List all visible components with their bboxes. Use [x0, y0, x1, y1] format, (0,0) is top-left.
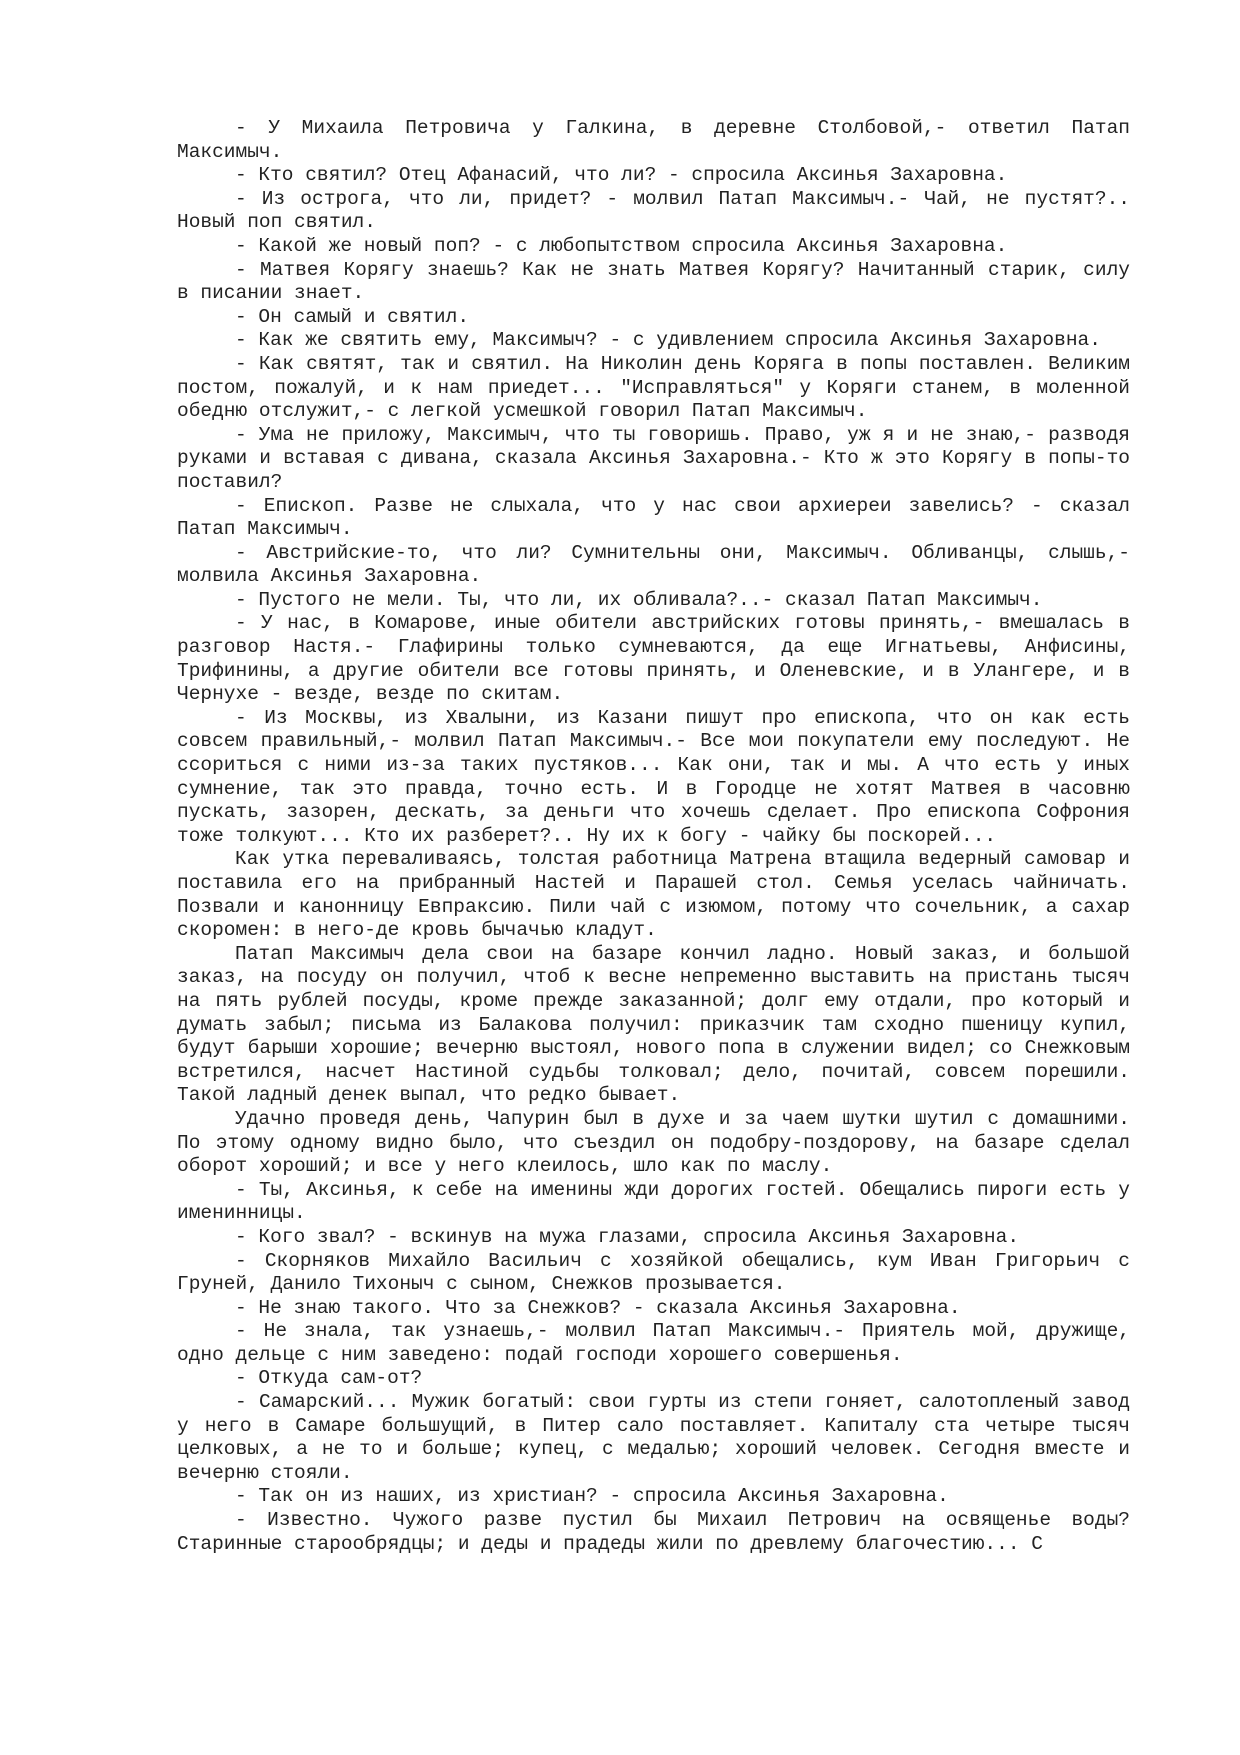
paragraph: Удачно проведя день, Чапурин был в духе и за чаем шутки шутил с домашними. По этому одному видно было, что съездил он подобру-поздорову, на базаре сделал оборот хороший; и все у него клеилось, шло как по маслу.	[177, 1107, 1130, 1178]
document-page	[177, 117, 1130, 1556]
paragraph: - Откуда сам-от?	[235, 1367, 423, 1390]
paragraph: - Из острога, что ли, придет? - молвил Патап Максимыч.- Чай, не пустят?.. Новый поп святил.	[177, 187, 1130, 234]
paragraph: - У нас, в Комарове, иные обители австрийских готовы принять,- вмешалась в разговор Настя.- Глафирины только сумневаются, да еще Игнатьевы, Анфисины, Трифинины, а другие обители все готовы принять, и Оленевские, и в Улангере, и в Чернухе - везде, везде по скитам.	[177, 612, 1130, 706]
paragraph: - Как святят, так и святил. На Николин день Коряга в попы поставлен. Великим постом, пожалуй, и к нам приедет... "Исправляться" у Коряги станем, в моленной обедню отслужит,- с легкой усмешкой говорил Патап Максимыч.	[177, 352, 1130, 423]
paragraph: Патап Максимыч дела свои на базаре кончил ладно. Новый заказ, и большой заказ, на посуду он получил, чтоб к весне непременно выставить на пристань тысяч на пять рублей посуды, кроме прежде заказанной; долг ему отдали, про который и думать забыл; письма из Балакова получил: приказчик там сходно пшеницу купил, будут барыши хорошие; вечерню выстоял, нового попа в служении видел; со Снежковым встретился, насчет Настиной судьбы толковал; дело, почитай, совсем порешили. Такой ладный денек выпал, что редко бывает.	[177, 942, 1130, 1107]
paragraph: - Матвея Корягу знаешь? Как не знать Матвея Корягу? Начитанный старик, силу в писании знает.	[177, 258, 1130, 305]
paragraph: - Известно. Чужого разве пустил бы Михаил Петрович на освященье воды? Старинные старообрядцы; и деды и прадеды жили по древлему благочестию... С	[177, 1509, 1130, 1555]
paragraph: - Так он из наших, из христиан? - спросила Аксинья Захаровна.	[235, 1485, 949, 1508]
paragraph: - Не знала, так узнаешь,- молвил Патап Максимыч.- Приятель мой, дружище, одно дельце с ним заведено: подай господи хорошего совершенья.	[177, 1320, 1130, 1366]
paragraph: - Не знаю такого. Что за Снежков? - сказала Аксинья Захаровна.	[235, 1296, 961, 1319]
paragraph: - Ты, Аксинья, к себе на именины жди дорогих гостей. Обещались пироги есть у именинницы.	[177, 1178, 1130, 1225]
paragraph: - Как же святить ему, Максимыч? - с удивлением спросила Аксинья Захаровна.	[235, 329, 1101, 352]
paragraph: - Кто святил? Отец Афанасий, что ли? - спросила Аксинья Захаровна.	[235, 164, 1008, 187]
paragraph: - Скорняков Михайло Васильич с хозяйкой обещались, кум Иван Григорьич с Груней, Данило Тихоныч с сыном, Снежков прозывается.	[177, 1249, 1130, 1296]
paragraph: - У Михаила Петровича у Галкина, в деревне Столбовой,- ответил Патап Максимыч.	[177, 117, 1130, 163]
paragraph: - Он самый и святил.	[235, 305, 470, 328]
paragraph: Как утка переваливаясь, толстая работница Матрена втащила ведерный самовар и поставила его на прибранный Настей и Парашей стол. Семья уселась чайничать. Позвали и канонницу Евпраксию. Пили чай с изюмом, потому что сочельник, а сахар скоромен: в него-де кровь бычачью кладут.	[177, 848, 1130, 942]
paragraph: - Самарский... Мужик богатый: свои гурты из степи гоняет, салотопленый завод у него в Самаре большущий, в Питер сало поставляет. Капиталу ста четыре тысяч целковых, а не то и больше; купец, с медалью; хороший человек. Сегодня вместе и вечерню стояли.	[177, 1391, 1130, 1484]
paragraph: - Пустого не мели. Ты, что ли, их обливала?..- сказал Патап Максимыч.	[235, 588, 1043, 611]
paragraph: - Ума не приложу, Максимыч, что ты говоришь. Право, уж я и не знаю,- разводя руками и вставая с дивана, сказала Аксинья Захаровна.- Кто ж это Корягу в попы-то поставил?	[177, 423, 1130, 493]
paragraph: - Епископ. Разве не слыхала, что у нас свои архиереи завелись? - сказал Патап Максимыч.	[177, 494, 1130, 541]
paragraph: - Кого звал? - вскинув на мужа глазами, спросила Аксинья Захаровна.	[235, 1225, 1020, 1248]
paragraph: - Из Москвы, из Хвалыни, из Казани пишут про епископа, что он как есть совсем правильный,- молвил Патап Максимыч.- Все мои покупатели ему последуют. Не ссориться с ними из-за таких пустяков... Как они, так и мы. А что есть у иных сумнение, так это правда, точно есть. И в Городце не хотят Матвея в часовню пускать, зазорен, дескать, за деньги что хочешь сделает. Про епископа Софрония тоже толкуют... Кто их разберет?.. Ну их к богу - чайку бы поскорей...	[177, 706, 1130, 847]
paragraph: - Какой же новый поп? - с любопытством спросила Аксинья Захаровна.	[235, 234, 1008, 257]
paragraph: - Австрийские-то, что ли? Сумнительны они, Максимыч. Обливанцы, слышь,- молвила Аксинья Захаровна.	[177, 541, 1130, 588]
